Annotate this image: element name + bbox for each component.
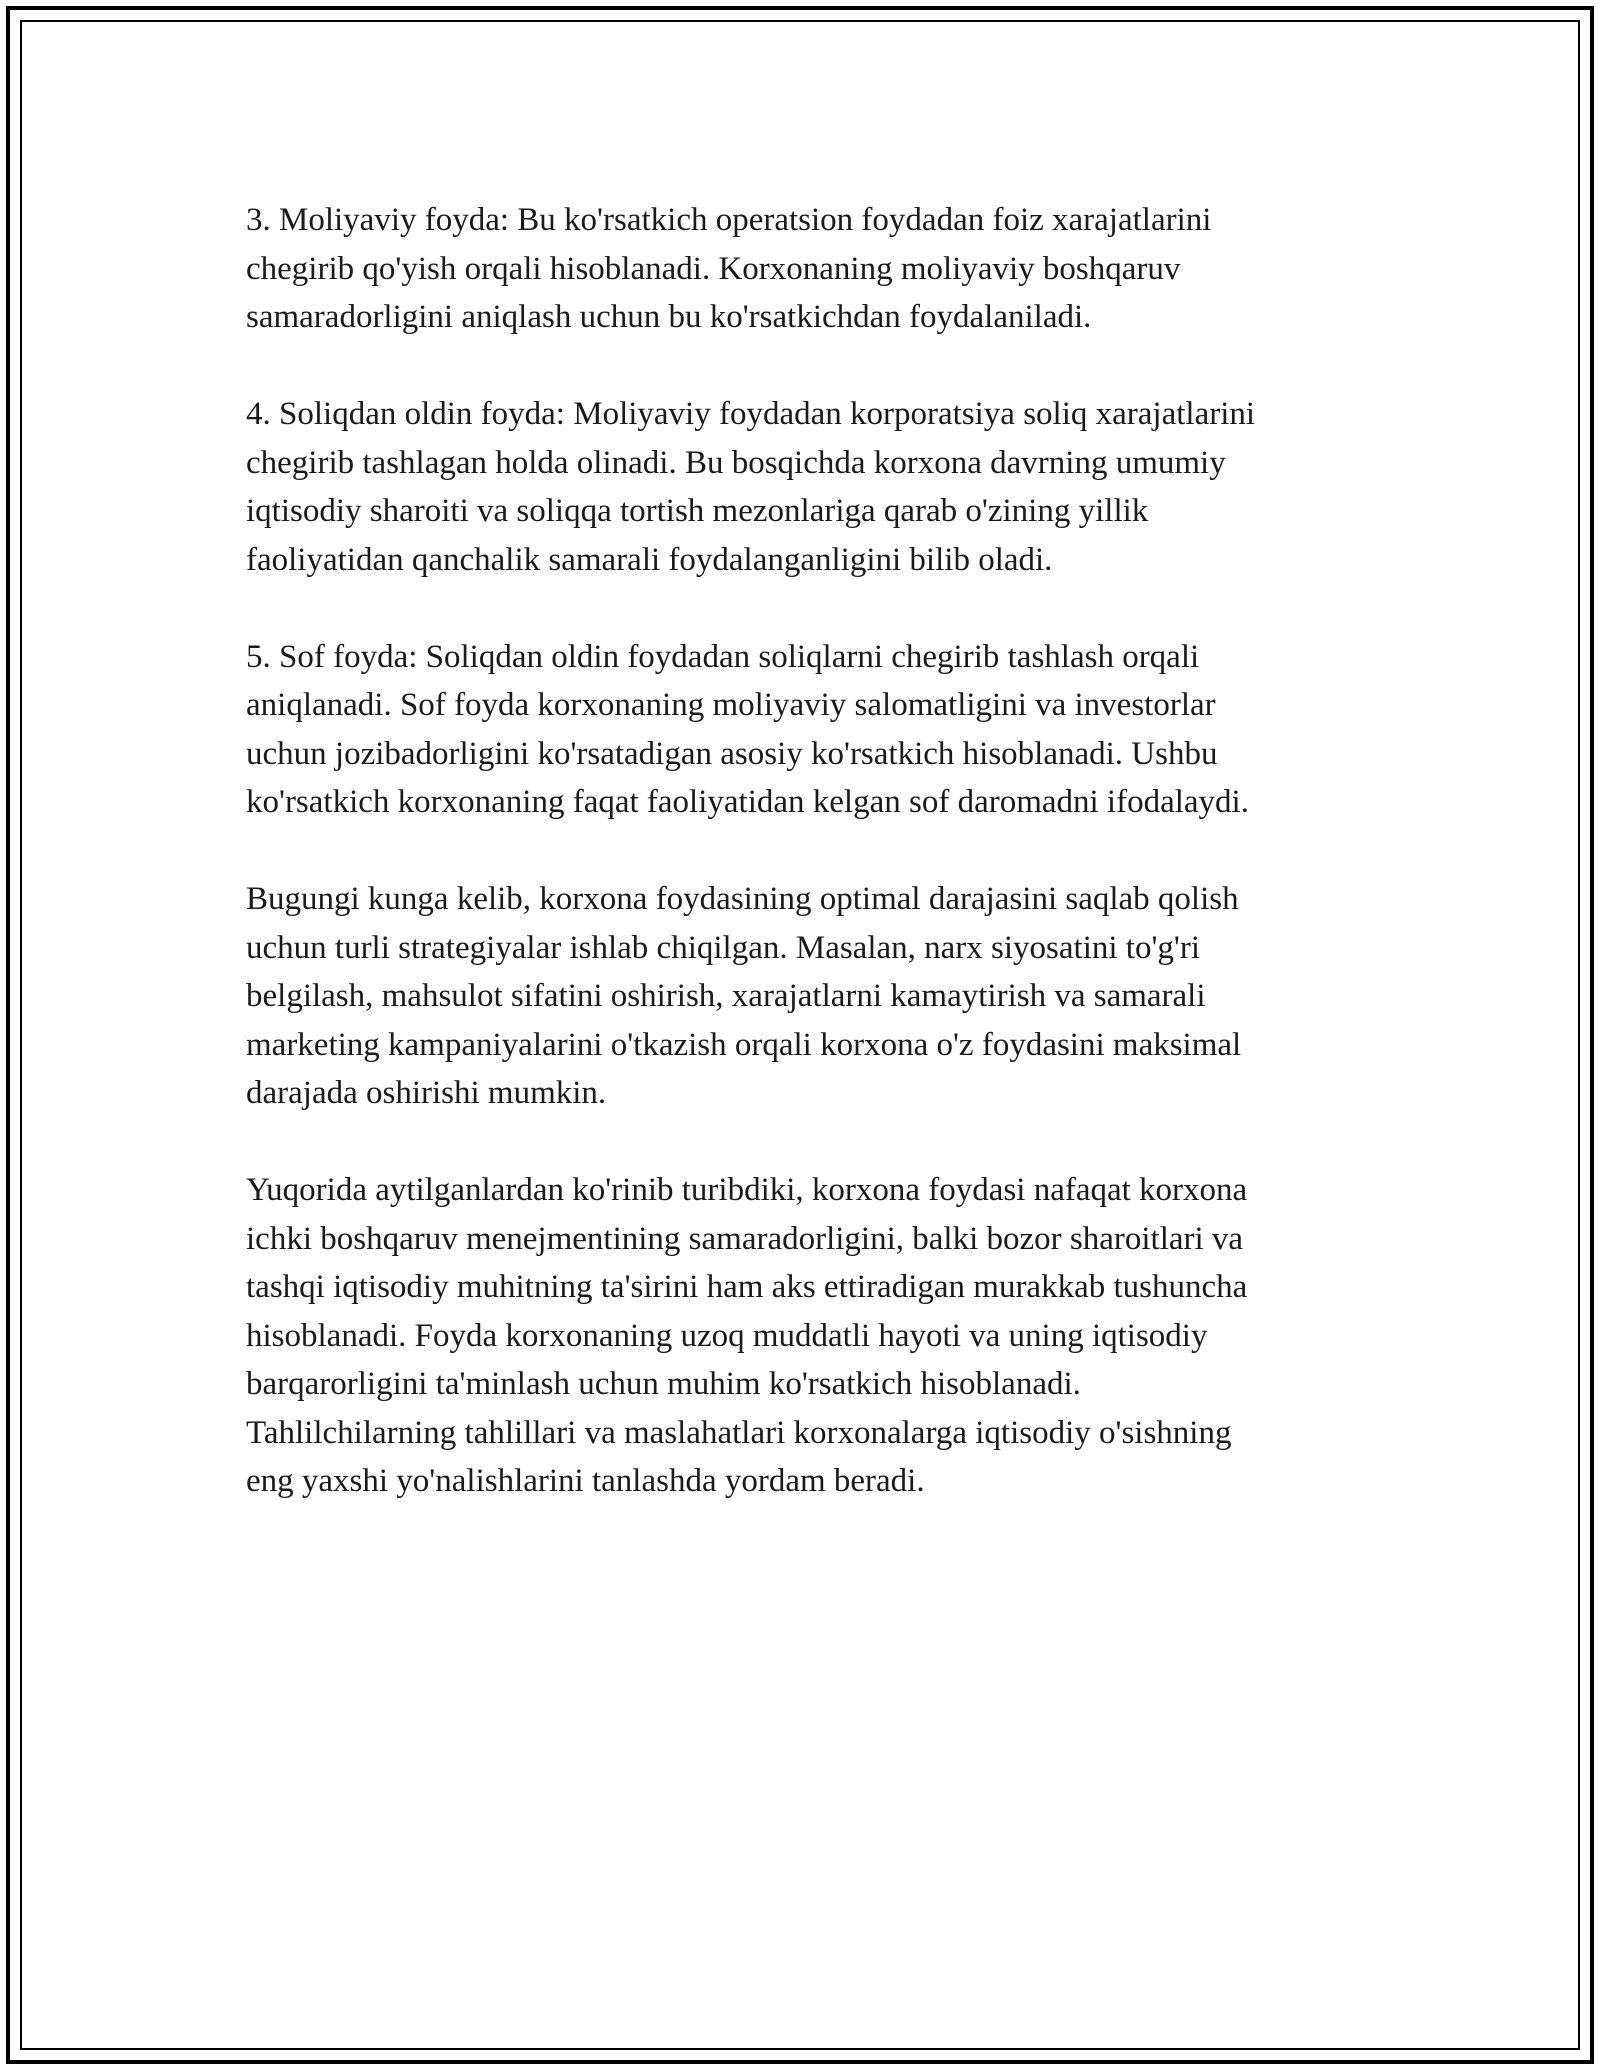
paragraph-strategiyalar — [246, 875, 1416, 1118]
text-line: Bugungi kunga kelib, korxona foydasining optimal darajasini saqlab qolish — [246, 881, 1239, 917]
text-line: uchun jozibadorligini ko'rsatadigan asosiy ko'rsatkich hisoblanadi. Ushbu — [246, 735, 1218, 772]
text-line: chegirib qo'yish orqali hisoblanadi. Korxonaning moliyaviy boshqaruv — [246, 250, 1181, 287]
text-line: eng yaxshi yo'nalishlarini tanlashda yordam beradi. — [246, 1463, 925, 1499]
text-line: Tahlilchilarning tahlillari va maslahatlari korxonalarga iqtisodiy o'sishning — [246, 1414, 1232, 1451]
text-line: darajada oshirishi mumkin. — [246, 1075, 607, 1111]
text-line: 5. Sof foyda: Soliqdan oldin foydadan soliqlarni chegirib tashlash orqali — [246, 638, 1200, 675]
text-line: samaradorligini aniqlash uchun bu ko'rsatkichdan foydalaniladi. — [246, 299, 1092, 335]
text-line: uchun turli strategiyalar ishlab chiqilgan. Masalan, narx siyosatini to'g'ri — [246, 929, 1201, 966]
text-line: tashqi iqtisodiy muhitning ta'sirini ham aks ettiradigan murakkab tushuncha — [246, 1269, 1248, 1305]
page-frame — [6, 6, 1594, 2064]
text-line: Yuqorida aytilganlardan ko'rinib turibdiki, korxona foydasi nafaqat korxona — [246, 1172, 1248, 1208]
paragraph-sof-foyda — [246, 633, 1416, 827]
text-line: 3. Moliyaviy foyda: Bu ko'rsatkich operatsion foydadan foiz xarajatlarini — [246, 202, 1212, 238]
text-line: marketing kampaniyalarini o'tkazish orqali korxona o'z foydasini maksimal — [246, 1026, 1242, 1063]
text-line: barqarorligini ta'minlash uchun muhim ko'rsatkich hisoblanadi. — [246, 1366, 1081, 1402]
paragraph-xulosa — [246, 1166, 1416, 1506]
text-line: faoliyatidan qanchalik samarali foydalanganligini bilib oladi. — [246, 541, 1053, 578]
text-line: ko'rsatkich korxonaning faqat faoliyatidan kelgan sof daromadni ifodalaydi. — [246, 784, 1249, 820]
text-line: ichki boshqaruv menejmentining samaradorligini, balki bozor sharoitlari va — [246, 1220, 1244, 1257]
document-body — [246, 196, 1416, 1554]
text-line: iqtisodiy sharoiti va soliqqa tortish mezonlariga qarab o'zining yillik — [246, 493, 1149, 529]
text-line: chegirib tashlagan holda olinadi. Bu bosqichda korxona davrning umumiy — [246, 444, 1226, 481]
text-line: 4. Soliqdan oldin foyda: Moliyaviy foydadan korporatsiya soliq xarajatlarini — [246, 396, 1256, 432]
paragraph-moliyaviy-foyda — [246, 196, 1416, 342]
text-line: hisoblanadi. Foyda korxonaning uzoq muddatli hayoti va uning iqtisodiy — [246, 1317, 1208, 1354]
text-line: belgilash, mahsulot sifatini oshirish, xarajatlarni kamaytirish va samarali — [246, 978, 1206, 1014]
paragraph-soliqdan-oldin-foyda — [246, 390, 1416, 584]
text-line: aniqlanadi. Sof foyda korxonaning moliyaviy salomatligini va investorlar — [246, 687, 1216, 723]
